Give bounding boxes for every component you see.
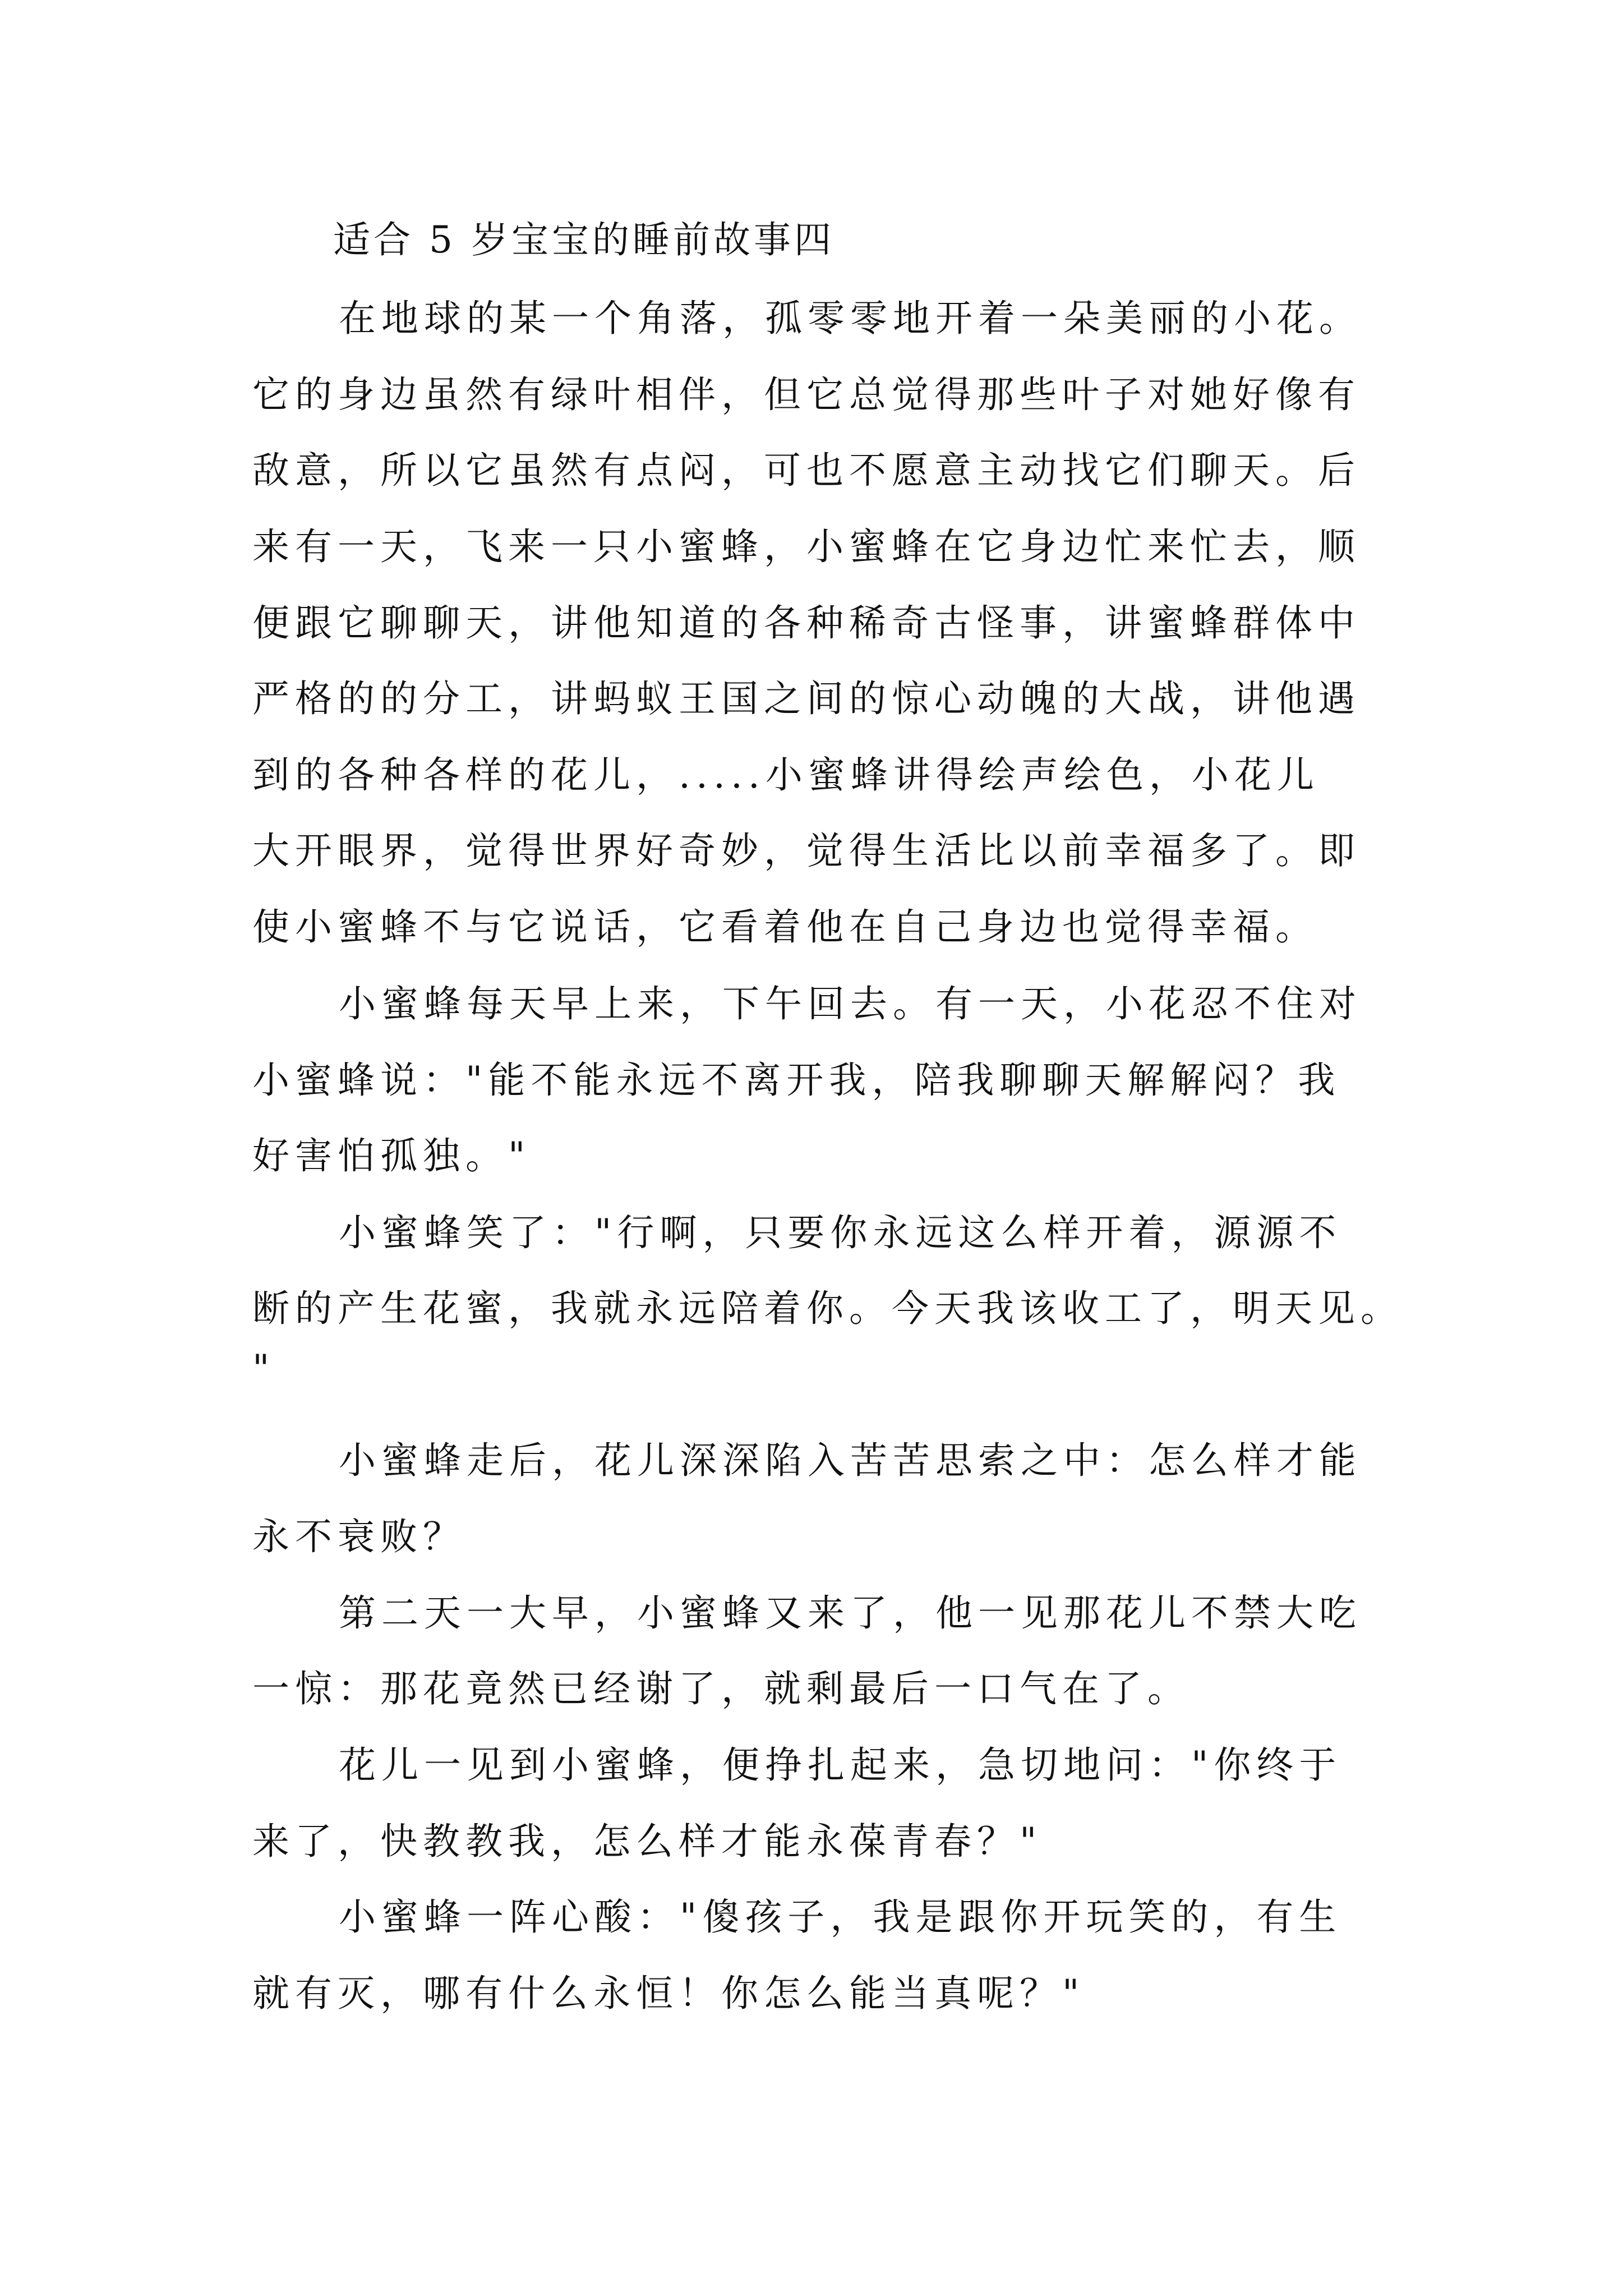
- paragraph-line: 在地球的某一个角落，孤零零地开着一朵美丽的小花。: [339, 297, 1362, 340]
- paragraph-line: 永不衰败？: [252, 1515, 465, 1558]
- paragraph-line: 小蜜蜂说："能不能永远不离开我，陪我聊聊天解解闷？我: [252, 1059, 1341, 1102]
- paragraph-line: 就有灭，哪有什么永恒！你怎么能当真呢？": [252, 1972, 1085, 2015]
- paragraph-line: 小蜜蜂每天早上来，下午回去。有一天，小花忍不住对: [339, 982, 1362, 1025]
- paragraph-line: 到的各种各样的花儿，.....小蜜蜂讲得绘声绘色，小花儿: [252, 753, 1320, 797]
- paragraph-line: 断的产生花蜜，我就永远陪着你。今天我该收工了，明天见。: [252, 1287, 1403, 1330]
- paragraph-line: 来了，快教教我，怎么样才能永葆青春？": [252, 1820, 1043, 1863]
- paragraph-line: 小蜜蜂一阵心酸："傻孩子，我是跟你开玩笑的，有生: [339, 1895, 1342, 1939]
- paragraph-line: 来有一天，飞来一只小蜜蜂，小蜜蜂在它身边忙来忙去，顺: [252, 525, 1361, 568]
- paragraph-line: 一惊：那花竟然已经谢了，就剩最后一口气在了。: [252, 1667, 1190, 1710]
- paragraph-line: 第二天一大早，小蜜蜂又来了，他一见那花儿不禁大吃: [339, 1591, 1362, 1635]
- paragraph-line: 便跟它聊聊天，讲他知道的各种稀奇古怪事，讲蜜蜂群体中: [252, 601, 1361, 645]
- paragraph-line: 小蜜蜂笑了："行啊，只要你永远这么样开着，源源不: [339, 1211, 1342, 1254]
- paragraph-line: 严格的的分工，讲蚂蚁王国之间的惊心动魄的大战，讲他遇: [252, 677, 1361, 720]
- paragraph-line: 花儿一见到小蜜蜂，便挣扎起来，急切地问："你终于: [339, 1743, 1342, 1787]
- paragraph-line: ": [252, 1347, 275, 1390]
- paragraph-line: 使小蜜蜂不与它说话，它看着他在自己身边也觉得幸福。: [252, 905, 1318, 949]
- paragraph-line: 好害怕孤独。": [252, 1134, 531, 1177]
- paragraph-line: 大开眼界，觉得世界好奇妙，觉得生活比以前幸福多了。即: [252, 829, 1361, 872]
- paragraph-line: 它的身边虽然有绿叶相伴，但它总觉得那些叶子对她好像有: [252, 373, 1361, 416]
- document-title: 适合 5 岁宝宝的睡前故事四: [333, 218, 834, 261]
- paragraph-line: 敌意，所以它虽然有点闷，可也不愿意主动找它们聊天。后: [252, 449, 1361, 492]
- paragraph-line: 小蜜蜂走后，花儿深深陷入苦苦思索之中：怎么样才能: [339, 1439, 1362, 1482]
